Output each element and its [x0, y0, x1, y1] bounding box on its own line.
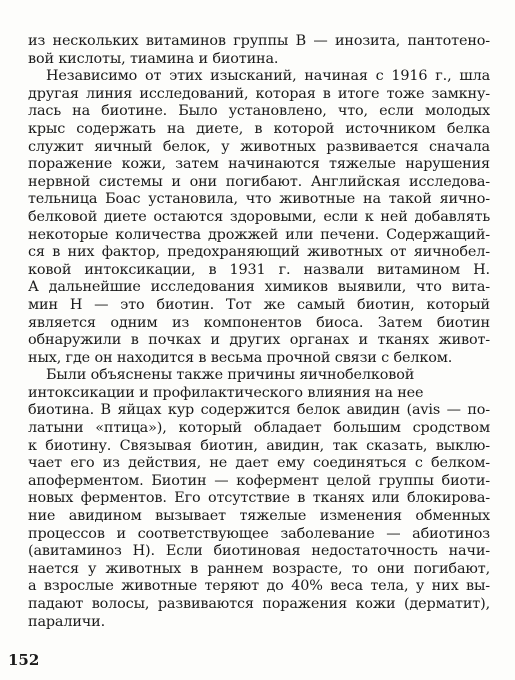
text-line: нается у животных в раннем возрасте, то они погибают,: [28, 560, 490, 577]
text-line: Независимо от этих изысканий, начиная с 1916 г., шла: [46, 68, 490, 85]
text-line: вой кислоты, тиамина и биотина.: [28, 50, 279, 67]
text-line: обнаружили в почках и других органах и тканях живот-: [28, 332, 490, 349]
text-line: процессов и соответствующее заболевание — абиотиноз: [28, 525, 490, 542]
text-line: из нескольких витаминов группы В — инозита, пантотено-: [28, 33, 490, 49]
text-line: параличи.: [28, 613, 106, 630]
page-number: 152: [8, 651, 40, 669]
text-line: апоферментом. Биотин — кофермент целой группы биоти-: [28, 472, 490, 489]
text-line: Были объяснены также причины яичнобелковой: [46, 367, 415, 384]
text-line: А дальнейшие исследования химиков выявили, что вита-: [28, 279, 490, 296]
text-line: а взрослые животные теряют до 40% веса тела, у них вы-: [28, 578, 490, 595]
text-line: биотина. В яйцах кур содержится белок авидин (avis — по-: [28, 402, 490, 419]
text-line: является одним из компонентов биоса. Затем биотин: [28, 314, 490, 331]
text-line: падают волосы, развиваются поражения кожи (дерматит),: [28, 596, 490, 612]
text-line: служит яичный белок, у животных развивается сначала: [28, 138, 490, 155]
text-line: ся в них фактор, предохраняющий животных от яичнобел-: [28, 244, 490, 261]
text-line: ных, где он находится в весьма прочной связи с белком.: [28, 349, 453, 366]
text-line: новых ферментов. Его отсутствие в тканях или блокирова-: [28, 490, 490, 507]
text-line: мин Н — это биотин. Тот же самый биотин, который: [28, 296, 490, 313]
text-line: нервной системы и они погибают. Английская исследова-: [28, 173, 490, 190]
text-line: чает его из действия, не дает ему соединяться с белком-: [28, 455, 490, 472]
text-line: к биотину. Связывая биотин, авидин, так сказать, выклю-: [28, 437, 490, 454]
text-line: поражение кожи, затем начинаются тяжелые нарушения: [28, 156, 490, 173]
text-line: тельница Боас установила, что животные на такой яично-: [28, 191, 490, 208]
text-line: некоторые количества дрожжей или печени. Содержащий-: [28, 226, 490, 243]
text-line: ковой интоксикации, в 1931 г. назвали витамином Н.: [28, 261, 490, 278]
text-line: белковой диете остаются здоровыми, если к ней добавлять: [28, 208, 490, 225]
body-text: [28, 33, 490, 631]
text-line: (авитаминоз Н). Если биотиновая недостаточность начи-: [28, 543, 490, 560]
text-line: крыс содержать на диете, в которой источником белка: [28, 120, 490, 137]
text-line: ние авидином вызывает тяжелые изменения обменных: [28, 508, 490, 525]
text-line: лась на биотине. Было установлено, что, если молодых: [28, 103, 490, 120]
text-line: латыни «птица»), который обладает большим сродством: [28, 420, 490, 437]
text-line: другая линия исследований, которая в итоге тоже замкну-: [28, 85, 490, 102]
text-line: интоксикации и профилактического влияния на нее: [28, 384, 424, 401]
